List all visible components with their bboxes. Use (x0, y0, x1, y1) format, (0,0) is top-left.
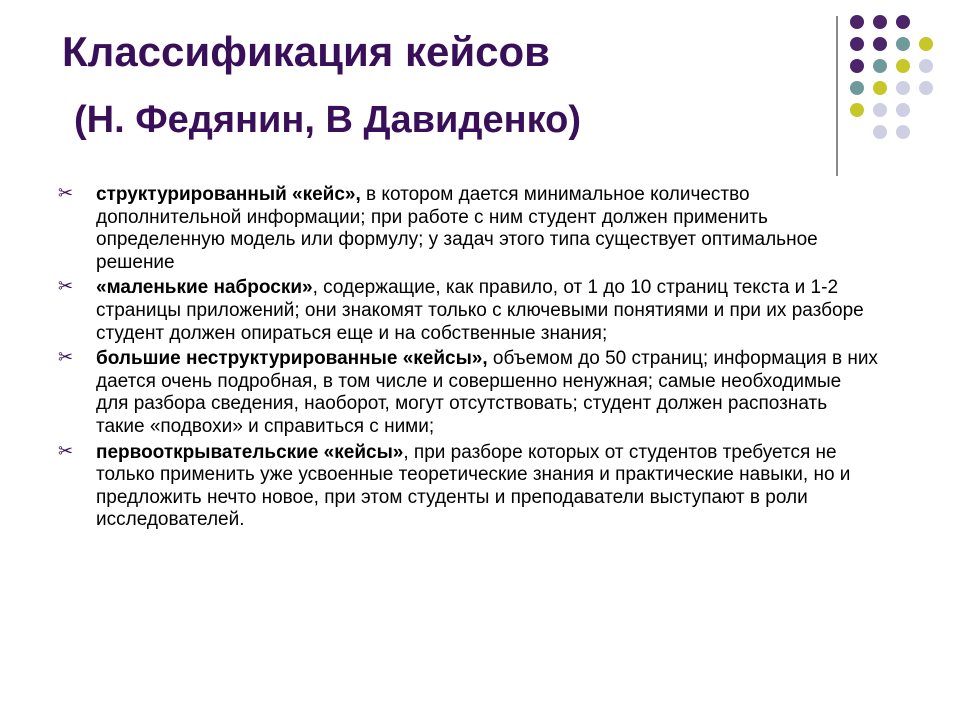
item-term: первооткрывательские «кейсы» (96, 441, 404, 463)
list-item-small-sketches (58, 277, 878, 345)
decorative-dot (850, 15, 864, 29)
slide-subtitle: (Н. Федянин, В Давиденко) (74, 99, 581, 141)
decorative-dot (919, 37, 933, 51)
scissors-icon: ✂ (58, 276, 74, 298)
decorative-dot (873, 59, 887, 73)
decorative-dot (896, 125, 910, 139)
list-item-large-unstructured-cases (58, 348, 878, 438)
slide-title: Классификация кейсов (62, 28, 551, 75)
list-item-structured-case (58, 184, 878, 274)
decorative-dot-grid (845, 10, 955, 160)
item-text: объемом до 50 страниц; информация в них дается очень подробная, в том числе и совершенно ненужная; самые необходимые для разбора сведения, наоборот, могут отсутствовать; студент должен распознать такие «подвохи» и справиться с ними; (96, 348, 878, 437)
item-term: структурированный «кейс», (96, 184, 361, 205)
list-item-discovery-cases (58, 442, 878, 532)
decorative-dot (850, 103, 864, 117)
decorative-dot (873, 125, 887, 139)
item-text: , при разборе которых от студентов требуется не только применить уже усвоенные теоретические знания и практические навыки, но и предложить нечто новое, при этом студенты и преподаватели выступают в роли исследователей. (96, 441, 851, 531)
decorative-dot (873, 15, 887, 29)
scissors-icon: ✂ (58, 347, 74, 369)
decorative-dot (873, 81, 887, 95)
decorative-dot (919, 81, 933, 95)
scissors-icon: ✂ (58, 183, 74, 204)
scissors-icon: ✂ (58, 440, 74, 462)
item-term: большие неструктурированные «кейсы», (96, 348, 488, 370)
decorative-dot (919, 59, 933, 73)
item-term: «маленькие наброски» (96, 277, 313, 299)
decorative-dot (896, 37, 910, 51)
decorative-divider (836, 16, 838, 176)
decorative-dot (896, 15, 910, 29)
item-text: , содержащие, как правило, от 1 до 10 страниц текста и 1-2 страницы приложений; они знакомят только с ключевыми понятиями и при их разборе студент должен опираться еще и на собственные знания; (96, 277, 864, 344)
decorative-dot (850, 59, 864, 73)
item-text: в котором дается минимальное количество дополнительной информации; при работе с ним студент должен применить определенную модель или формулу; у задач этого типа существует оптимальное решение (96, 184, 818, 273)
decorative-dot (896, 59, 910, 73)
decorative-dot (896, 103, 910, 117)
decorative-dot (850, 37, 864, 51)
decorative-dot (850, 81, 864, 95)
decorative-dot (873, 37, 887, 51)
bullet-list (58, 184, 878, 535)
decorative-dot (896, 81, 910, 95)
decorative-dot (873, 103, 887, 117)
